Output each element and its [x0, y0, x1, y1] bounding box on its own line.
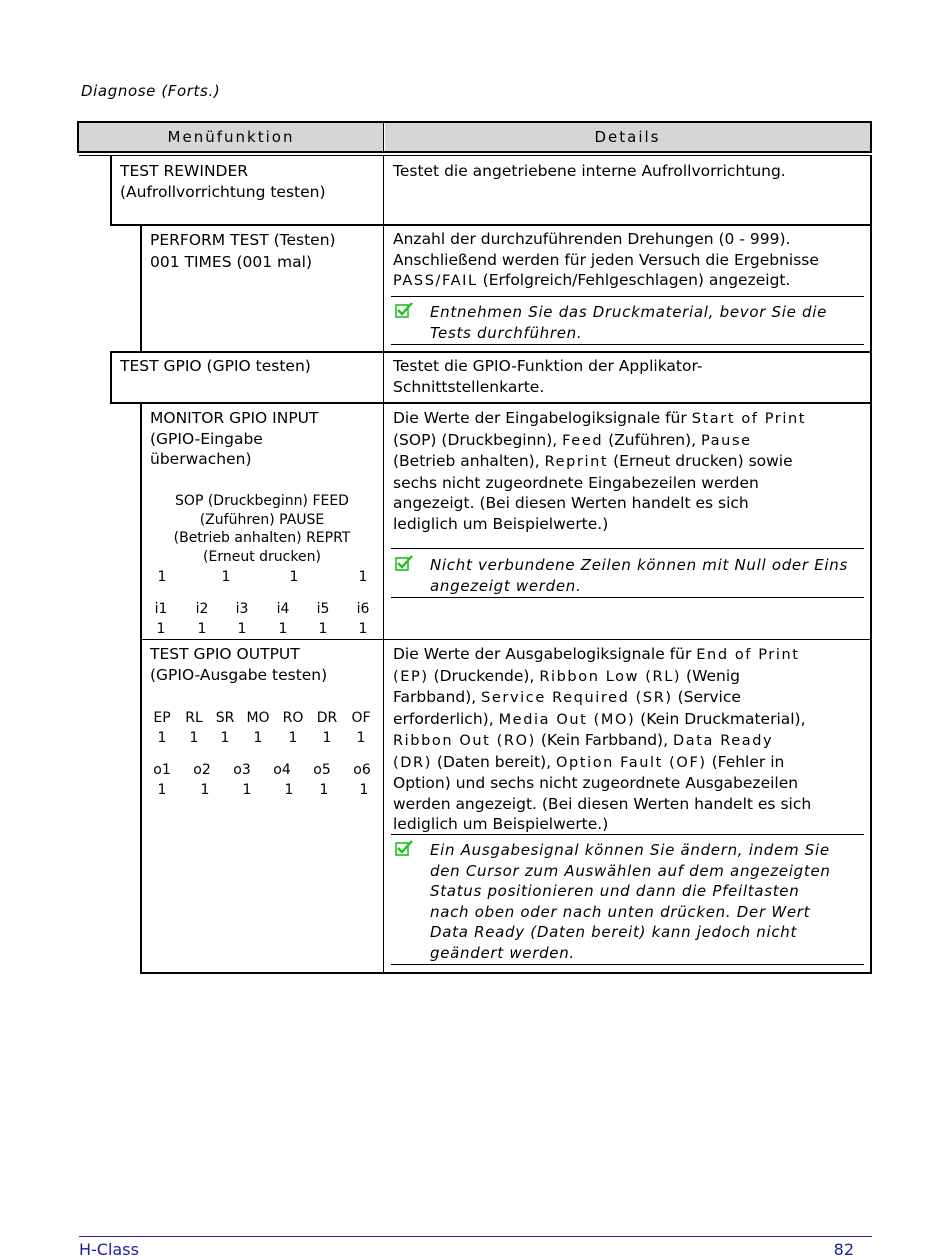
footer-page-number: 82 [833, 1240, 854, 1259]
detail-test-gpio: Testet die GPIO-Funktion der Applikator- Schnittstellenkarte. [393, 357, 703, 396]
menu-monitor-gpio-input: MONITOR GPIO INPUT (GPIO-Eingabe überwachen) [150, 409, 319, 468]
footer-product-name: H-Class [79, 1240, 139, 1259]
page-section-title: Diagnose (Forts.) [81, 82, 221, 100]
output-signal-values: 1 1 1 1 1 1 1 [157, 730, 366, 746]
detail-monitor-gpio-input: Die Werte der Eingabelogiksignale für Start of Print (SOP) (Druckbeginn), Feed (Zuführen), Pause (Betrieb anhalten), Reprint (Erneut drucken) sowie sechs nicht zugeordnete Eingabezeilen werden angezeigt. (Bei diesen Werten handelt es sich lediglich um Beispielwerte.) [393, 409, 807, 533]
output-line-labels: o1 o2 o3 o4 o5 o6 [153, 762, 371, 778]
detail-perform-test: Anzahl der durchzuführenden Drehungen (0 - 999). Anschließend werden für jeden Versuch die Ergebnisse PASS/FAIL (Erfolgreich/Fehlgeschlagen) angezeigt. [393, 230, 819, 289]
column-header-details: Details [385, 123, 870, 151]
menu-perform-test: PERFORM TEST (Testen) 001 TIMES (001 mal) [150, 231, 336, 271]
menu-test-rewinder: TEST REWINDER (Aufrollvorrichtung testen) [120, 162, 326, 201]
column-header-menu: Menüfunktion [79, 123, 383, 151]
menu-test-gpio-output: TEST GPIO OUTPUT (GPIO-Ausgabe testen) [150, 645, 328, 684]
monitor-signal-values: 1 1 1 1 [157, 569, 368, 585]
footer-rule [79, 1236, 872, 1237]
note-perform-test: Entnehmen Sie das Druckmaterial, bevor Sie die Tests durchführen. [430, 303, 828, 342]
monitor-signal-names: SOP (Druckbeginn) FEED (Zuführen) PAUSE (Betrieb anhalten) REPRT (Erneut drucken) [173, 493, 351, 565]
note-test-gpio-output: Ein Ausgabesignal können Sie ändern, indem Sie den Cursor zum Auswählen auf dem angezeigten Status positionieren und dann die Pfeiltasten nach oben oder nach unten drücken. Der Wert Data Ready (Daten bereit) kann jedoch nicht geändert werden. [430, 841, 831, 962]
checkbox-check-icon [395, 555, 413, 571]
output-line-values: 1 1 1 1 1 1 [157, 782, 369, 798]
monitor-input-values: 1 1 1 1 1 1 [156, 621, 368, 637]
output-signal-labels: EP RL SR MO RO DR OF [153, 710, 371, 726]
checkbox-check-icon [395, 302, 413, 318]
checkbox-check-icon [395, 840, 413, 856]
menu-test-gpio: TEST GPIO (GPIO testen) [120, 357, 311, 375]
detail-test-gpio-output: Die Werte der Ausgabelogiksignale für End of Print (EP) (Druckende), Ribbon Low (RL) (Wenig Farbband), Service Required (SR) (Service erforderlich), Media Out (MO) (Kein Druckmaterial), Ribbon Out (RO) (Kein Farbband), Data Ready (DR) (Daten bereit), Option Fault (OF) (Fehler in Option) und sechs nicht zugeordnete Ausgabezeilen werden angezeigt. (Bei diesen Werten handelt es sich lediglich um Beispielwerte.) [393, 645, 812, 833]
detail-test-rewinder: Testet die angetriebene interne Aufrollvorrichtung. [393, 162, 786, 180]
monitor-input-labels: i1 i2 i3 i4 i5 i6 [154, 601, 370, 617]
note-monitor-gpio-input: Nicht verbundene Zeilen können mit Null oder Eins angezeigt werden. [430, 556, 848, 595]
